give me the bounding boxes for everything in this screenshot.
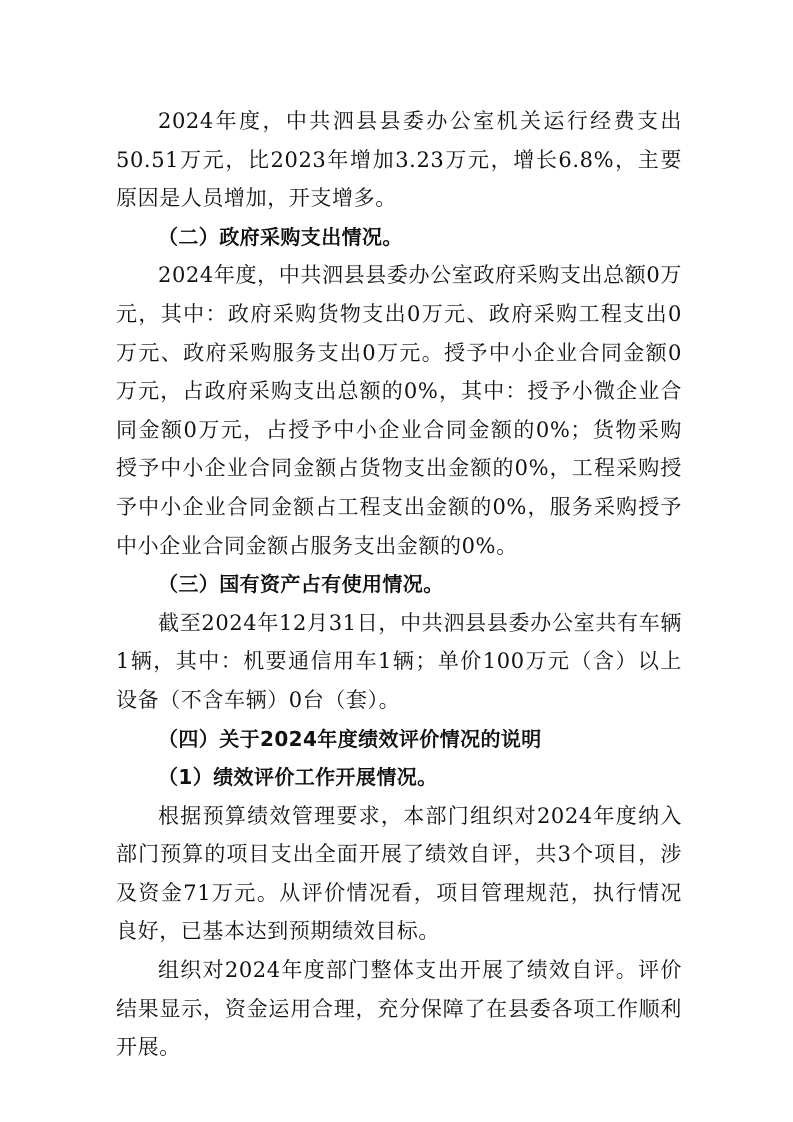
subheading-evaluation-work: （1）绩效评价工作开展情况。 [158, 765, 438, 790]
heading-government-procurement: （二）政府采购支出情况。 [158, 224, 403, 249]
heading-state-assets: （三）国有资产占有使用情况。 [158, 572, 444, 597]
paragraph-government-procurement: 2024年度，中共泗县县委办公室政府采购支出总额0万元，其中：政府采购货物支出0万元、政府采购工程支出0万元、政府采购服务支出0万元。授予中小企业合同金额0万元，占政府采购支出总额的0%，其中：授予小微企业合同金额0万元，占授予中小企业合同金额的0%；货物采购授予中小企业合同金额占货物支出金额的0%，工程采购授予中小企业合同金额占工程支出金额的0%，服务采购授予中小企业合同金额占服务支出金额的0%。 [116, 263, 682, 558]
paragraph-project-evaluation: 根据预算绩效管理要求，本部门组织对2024年度纳入部门预算的项目支出全面开展了绩效自评，共3个项目，涉及资金71万元。从评价情况看，项目管理规范，执行情况良好，已基本达到预期绩效目标。 [116, 803, 682, 944]
heading-performance-evaluation: （四）关于2024年度绩效评价情况的说明 [158, 726, 542, 751]
paragraph-overall-evaluation: 组织对2024年度部门整体支出开展了绩效自评。评价结果显示，资金运用合理，充分保障了在县委各项工作顺利开展。 [116, 958, 682, 1060]
paragraph-state-assets: 截至2024年12月31日，中共泗县县委办公室共有车辆1辆，其中：机要通信用车1辆；单价100万元（含）以上设备（不含车辆）0台（套）。 [116, 610, 682, 712]
paragraph-operating-expenses: 2024年度，中共泗县县委办公室机关运行经费支出50.51万元，比2023年增加3.23万元，增长6.8%，主要原因是人员增加，开支增多。 [116, 109, 682, 211]
document-page [116, 102, 682, 1067]
